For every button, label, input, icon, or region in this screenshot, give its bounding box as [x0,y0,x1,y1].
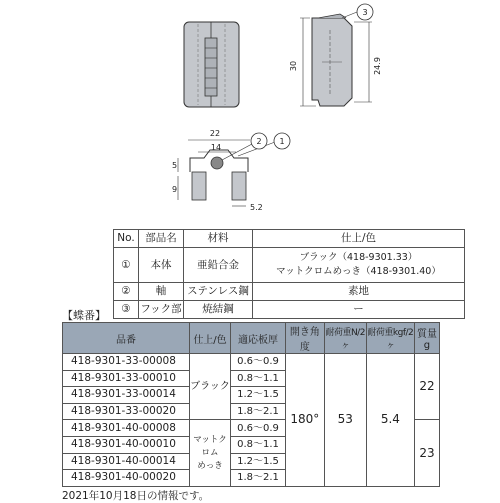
finish-matte-line-2: めっき [197,460,223,471]
bottom-view [172,129,290,212]
thickness: 1.8～2.1 [231,403,286,420]
part-number: 418-9301-40-00010 [63,436,190,453]
part-number: 418-9301-40-00014 [63,453,190,470]
thickness: 1.2～1.5 [231,453,286,470]
spec-no: ② [114,283,139,301]
part-number: 418-9301-33-00008 [63,354,190,371]
table-header-row [63,323,440,354]
spec-material: 亜鉛合金 [184,248,253,283]
spec-part: 本体 [139,248,184,283]
spec-no: ① [114,248,139,283]
parts-spec-table [113,229,465,319]
side-view [289,4,382,106]
header-thickness: 適応板厚 [231,323,286,354]
thickness: 0.8～1.1 [231,370,286,387]
load-n-cell: 53 [324,354,366,487]
spec-header-finish: 仕上/色 [253,230,465,248]
spec-finish-matte: マットクロムめっき（418-9301.40） [276,266,441,277]
dim-5-label: 5 [172,161,178,170]
callout-2-label: 2 [256,137,262,146]
front-view [184,22,239,107]
spec-finish-black: ブラック（418-9301.33） [299,252,418,263]
spec-no: ③ [114,301,139,319]
dim-22-label: 22 [209,129,221,138]
thickness: 1.2～1.5 [231,387,286,404]
spec-part: フック部 [139,301,184,319]
spec-part: 軸 [139,283,184,301]
spec-row [114,248,465,283]
thickness: 0.8～1.1 [231,436,286,453]
thickness: 0.6～0.9 [231,354,286,371]
header-load-kgf: 耐荷重kgf/2ヶ [366,323,414,354]
spec-finish [253,248,465,283]
thickness: 0.6～0.9 [231,420,286,437]
header-mass: 質量g [414,323,439,354]
spec-header-row [114,230,465,248]
hinge-technical-drawing [0,0,500,225]
hinge-product-table [62,322,440,487]
part-number: 418-9301-33-00020 [63,403,190,420]
section-title: 【蝶番】 [62,309,106,322]
dim-14-label: 14 [210,143,222,152]
dim-24-9-label: 24.9 [373,57,382,75]
spec-header-no: No. [114,230,139,248]
spec-header-part: 部品名 [139,230,184,248]
dim-9-label: 9 [172,185,178,194]
part-number: 418-9301-33-00014 [63,387,190,404]
dim-5-2-label: 5.2 [250,203,263,212]
finish-matte-cell [190,420,231,486]
spec-header-material: 材料 [184,230,253,248]
info-date-note: 2021年10月18日の情報です。 [62,490,210,502]
header-angle: 開き角度 [286,323,325,354]
header-part-no: 品番 [63,323,190,354]
header-load-n: 耐荷重N/2ヶ [324,323,366,354]
angle-cell: 180° [286,354,325,487]
spec-row [114,301,465,319]
load-kgf-cell: 5.4 [366,354,414,487]
spec-material: 焼結鋼 [184,301,253,319]
part-number: 418-9301-33-00010 [63,370,190,387]
table-row [63,354,440,371]
spec-finish: ー [253,301,465,319]
finish-matte-line-1: マットクロム [193,434,227,458]
thickness: 1.8～2.1 [231,470,286,487]
spec-row [114,283,465,301]
callout-1-label: 1 [279,137,285,146]
callout-3-label: 3 [362,8,368,17]
dim-30-label: 30 [289,60,298,72]
mass-black-cell: 22 [414,354,439,420]
spec-material: ステンレス鋼 [184,283,253,301]
spec-finish: 素地 [253,283,465,301]
header-finish: 仕上/色 [190,323,231,354]
mass-matte-cell: 23 [414,420,439,486]
part-number: 418-9301-40-00020 [63,470,190,487]
finish-black-cell: ブラック [190,354,231,420]
part-number: 418-9301-40-00008 [63,420,190,437]
